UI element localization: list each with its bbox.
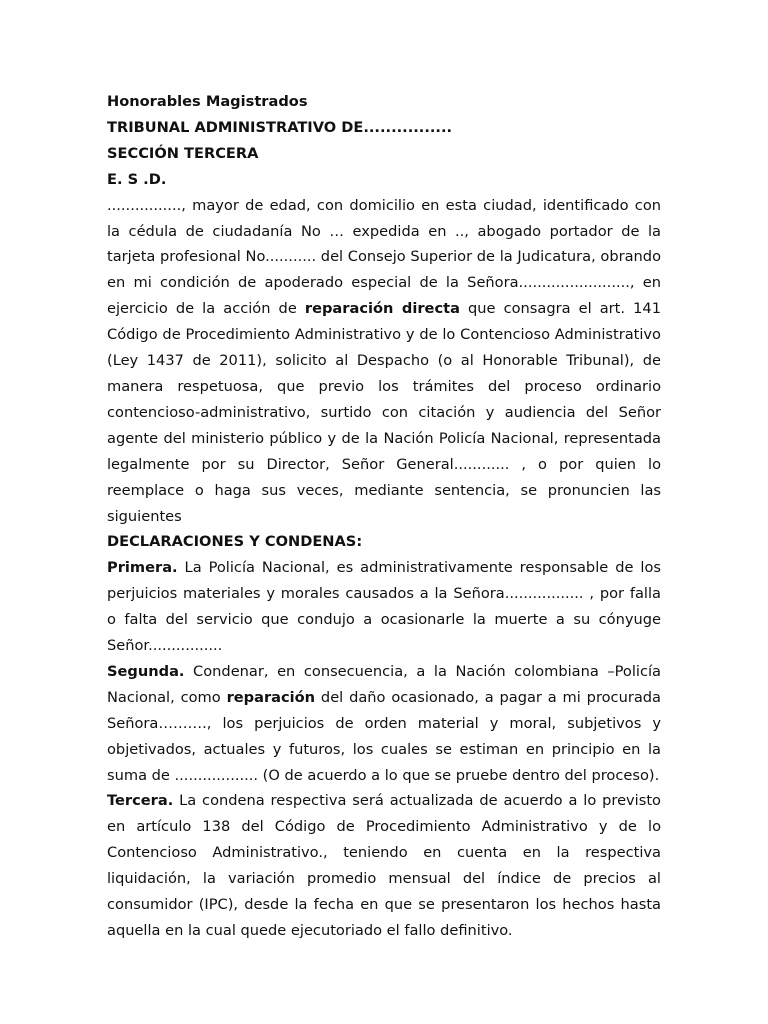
- section-line: SECCIÓN TERCERA: [107, 144, 259, 162]
- esd-line: E. S .D.: [107, 170, 167, 188]
- primera-label: Primera.: [107, 559, 178, 577]
- intro-text-end: que consagra el art. 141 Código de Procedimiento Administrativo y de lo Contencioso Administrativo (Ley 1437 de 2011), solicito al Despacho (o al Honorable Tribunal), de manera respetuosa, que previo los trámites del proceso ordinario contencioso-administrativo, surtido con citación y audiencia del Señor agente del ministerio público y de la Nación Policía Nacional, representada legalmente por su Director, Señor General............ , o por quien lo reemplace o haga sus veces, mediante sentencia, se pronuncien las siguientes: [107, 300, 661, 525]
- tercera-text: La condena respectiva será actualizada de acuerdo a lo previsto en artículo 138 del Código de Procedimiento Administrativo y de lo Contencioso Administrativo., teniendo en cuenta en la respectiva liquidación, la variación promedio mensual del índice de precios al consumidor (IPC), desde la fecha en que se presentaron los hechos hasta aquella en la cual quede ejecutoriado el fallo definitivo.: [107, 792, 661, 939]
- segunda-text-start: Condenar, en consecuencia, a la Nación colombiana –Policía Nacional, como: [107, 662, 661, 706]
- primera-paragraph: [107, 555, 661, 659]
- segunda-text-end: del daño ocasionado, a pagar a mi procurada Señora………., los perjuicios de orden material y moral, subjetivos y objetivados, actuales y futuros, los cuales se estiman en principio en la suma de .................. (O de acuerdo a lo que se pruebe dentro del proceso).: [107, 688, 661, 784]
- intro-text-start: ................, mayor de edad, con domicilio en esta ciudad, identificado con la cédula de ciudadanía No … expedida en .., abogado portador de la tarjeta profesional No........... del Consejo Superior de la Judicatura, obrando en mi condición de apoderado especial de la Señora........................, en ejercicio de la acción de: [107, 196, 661, 318]
- segunda-paragraph: [107, 659, 661, 789]
- intro-bold-term: reparación directa: [304, 300, 460, 318]
- declarations-title: DECLARACIONES Y CONDENAS:: [107, 533, 363, 551]
- segunda-bold-term: reparación: [226, 688, 316, 706]
- court-line: TRIBUNAL ADMINISTRATIVO DE................: [107, 118, 453, 136]
- segunda-label: Segunda.: [107, 662, 185, 680]
- intro-paragraph: [107, 193, 661, 530]
- addressee-line: Honorables Magistrados: [107, 93, 308, 110]
- tercera-paragraph: [107, 788, 661, 943]
- tercera-label: Tercera.: [107, 792, 174, 810]
- primera-text: La Policía Nacional, es administrativamente responsable de los perjuicios materiales y morales causados a la Señora................. , por falla o falta del servicio que condujo a ocasionarle la muerte a su cónyuge Señor................: [107, 559, 661, 655]
